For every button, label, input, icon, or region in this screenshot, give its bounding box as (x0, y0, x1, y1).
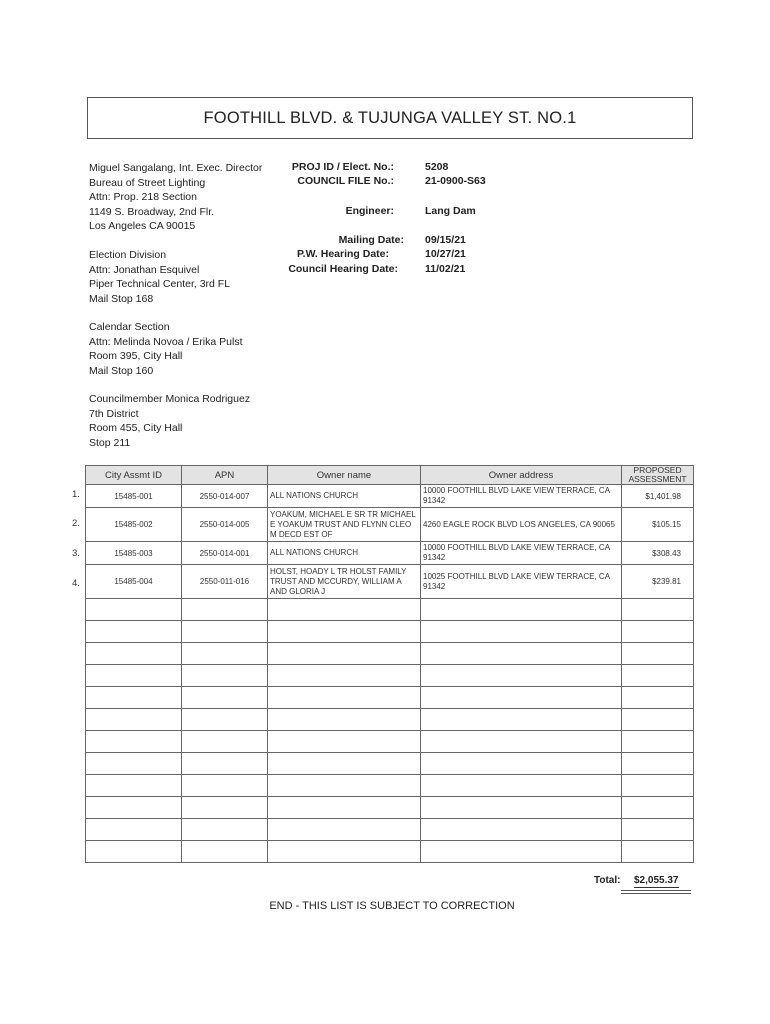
address-line: Attn: Prop. 218 Section (89, 191, 197, 203)
table-row-empty (86, 775, 694, 797)
mailing-date-label: Mailing Date: (338, 234, 404, 246)
address-line: 7th District (89, 407, 139, 420)
cell-owner-address: 4260 EAGLE ROCK BLVD LOS ANGELES, CA 90065 (421, 508, 622, 542)
table-row-empty (86, 643, 694, 665)
address-line: Mail Stop 160 (89, 364, 154, 377)
cell-assmt-id: 15485-002 (86, 508, 182, 542)
document-title: FOOTHILL BLVD. & TUJUNGA VALLEY ST. NO.1 (87, 97, 693, 139)
cell-owner-name: ALL NATIONS CHURCH (268, 485, 421, 508)
cell-assmt-id: 15485-003 (86, 542, 182, 565)
pw-hearing-date-value: 10/27/21 (425, 248, 466, 260)
cell-owner-address: 10025 FOOTHILL BLVD LAKE VIEW TERRACE, CA 91342 (421, 565, 622, 599)
row-number: 1. (72, 489, 80, 500)
council-hearing-date-value: 11/02/21 (425, 263, 466, 275)
address-line: Room 395, City Hall (89, 350, 183, 362)
table-row-empty (86, 709, 694, 731)
address-line: Calendar Section (89, 321, 170, 333)
total-double-underline (621, 890, 691, 894)
address-line: Piper Technical Center, 3rd FL (89, 278, 231, 290)
row-number: 4. (72, 578, 80, 589)
pw-hearing-date-label: P.W. Hearing Date: (297, 248, 389, 260)
table-row (86, 542, 694, 565)
table-row-empty (86, 599, 694, 621)
table-row (86, 485, 694, 508)
table-row (86, 565, 694, 599)
col-header-proposed-assessment: PROPOSED ASSESSMENT (622, 466, 694, 485)
address-line: Stop 211 (89, 436, 131, 449)
footer-note: END - THIS LIST IS SUBJECT TO CORRECTION (269, 900, 515, 912)
table-row-empty (86, 621, 694, 643)
address-block-calendar-section (89, 320, 243, 378)
col-header-owner-address: Owner address (421, 466, 622, 485)
cell-owner-address: 10000 FOOTHILL BLVD LAKE VIEW TERRACE, CA 91342 (421, 542, 622, 565)
col-header-apn: APN (182, 466, 268, 485)
address-line: Los Angeles CA 90015 (89, 220, 196, 232)
cell-apn: 2550-014-001 (182, 542, 268, 565)
address-line: Attn: Jonathan Esquivel (89, 263, 200, 276)
cell-owner-name: ALL NATIONS CHURCH (268, 542, 421, 565)
table-row-empty (86, 687, 694, 709)
mailing-date-value: 09/15/21 (425, 234, 466, 246)
row-number: 2. (72, 518, 80, 529)
address-line: Councilmember Monica Rodriguez (89, 393, 251, 405)
total-label: Total: (594, 875, 621, 886)
cell-apn: 2550-014-007 (182, 485, 268, 508)
table-row (86, 508, 694, 542)
council-file-value: 21-0900-S63 (425, 175, 486, 187)
address-line: Mail Stop 168 (89, 292, 154, 305)
table-row-empty (86, 753, 694, 775)
council-hearing-date-label: Council Hearing Date: (288, 263, 398, 275)
cell-apn: 2550-011-016 (182, 565, 268, 599)
proj-id-label: PROJ ID / Elect. No.: (291, 161, 394, 173)
cell-owner-name: YOAKUM, MICHAEL E SR TR MICHAEL E YOAKUM TRUST AND FLYNN CLEO M DECD EST OF (268, 508, 421, 542)
col-header-city-assmt-id: City Assmt ID (86, 466, 182, 485)
table-header-row (86, 466, 694, 485)
engineer-label: Engineer: (345, 205, 394, 217)
engineer-value: Lang Dam (425, 205, 476, 217)
cell-assessment: $105.15 (622, 508, 694, 542)
table-row-empty (86, 819, 694, 841)
cell-assessment: $308.43 (622, 542, 694, 565)
col-header-owner-name: Owner name (268, 466, 421, 485)
cell-assessment: $239.81 (622, 565, 694, 599)
cell-assmt-id: 15485-004 (86, 565, 182, 599)
address-line: Miguel Sangalang, Int. Exec. Director (89, 162, 263, 174)
cell-owner-address: 10000 FOOTHILL BLVD LAKE VIEW TERRACE, CA 91342 (421, 485, 622, 508)
address-block-councilmember (89, 392, 250, 450)
table-row-empty (86, 841, 694, 863)
cell-assmt-id: 15485-001 (86, 485, 182, 508)
table-row-empty (86, 665, 694, 687)
address-line: Election Division (89, 249, 167, 261)
address-line: Attn: Melinda Novoa / Erika Pulst (89, 335, 243, 348)
proj-id-value: 5208 (425, 161, 449, 173)
table-row-empty (86, 731, 694, 753)
table-row-empty (86, 797, 694, 819)
address-line: Bureau of Street Lighting (89, 176, 206, 189)
address-block-street-lighting (89, 161, 262, 234)
address-line: 1149 S. Broadway, 2nd Flr. (89, 205, 215, 218)
council-file-label: COUNCIL FILE No.: (297, 175, 394, 187)
row-number: 3. (72, 548, 80, 559)
total-value: $2,055.37 (634, 875, 679, 886)
cell-owner-name: HOLST, HOADY L TR HOLST FAMILY TRUST AND MCCURDY, WILLIAM A AND GLORIA J (268, 565, 421, 599)
address-block-election-division (89, 248, 230, 306)
cell-apn: 2550-014-005 (182, 508, 268, 542)
assessment-table (85, 465, 694, 863)
address-line: Room 455, City Hall (89, 422, 183, 434)
cell-assessment: $1,401.98 (622, 485, 694, 508)
